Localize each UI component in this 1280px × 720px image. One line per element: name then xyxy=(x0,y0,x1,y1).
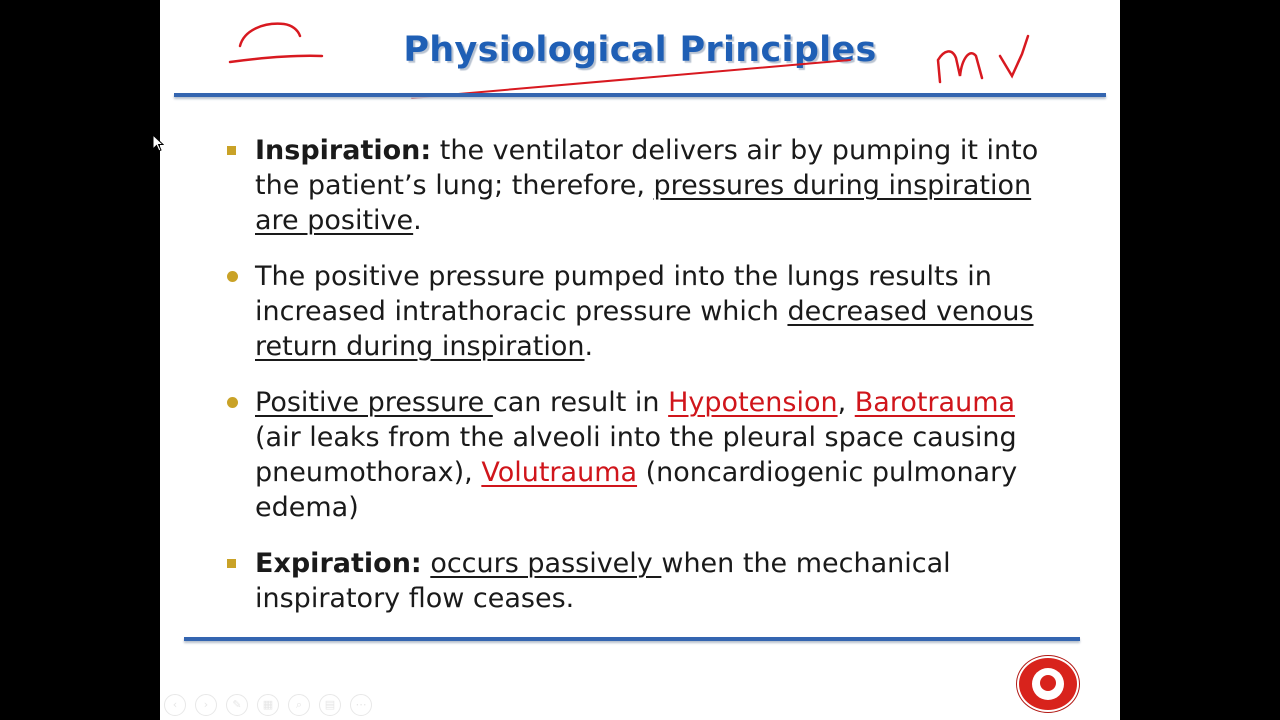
ink-letter-v xyxy=(1000,36,1028,76)
bullet-text: . xyxy=(413,205,422,236)
previous-icon[interactable]: ‹ xyxy=(164,694,186,716)
circle-bullet-icon xyxy=(227,271,238,282)
bullet-text: can result in xyxy=(492,387,669,418)
term-hypotension: Hypotension xyxy=(668,387,838,418)
logo-center xyxy=(1040,675,1056,691)
ink-curve xyxy=(240,24,300,46)
bullet-text: (noncardiogenic pulmonary edema) xyxy=(255,457,1018,523)
underlined-phrase: occurs passively xyxy=(430,548,662,579)
mouse-cursor-icon xyxy=(152,134,164,154)
square-bullet-icon xyxy=(227,559,236,568)
bullet-expiration xyxy=(255,546,1065,616)
subtitles-icon[interactable]: ▤ xyxy=(319,694,341,716)
pen-icon[interactable]: ✎ xyxy=(226,694,248,716)
zoom-icon[interactable]: ⌕ xyxy=(288,694,310,716)
term-inspiration: Inspiration: xyxy=(255,135,432,166)
university-logo-icon xyxy=(1017,656,1079,712)
underlined-phrase: pressures during inspiration are positive xyxy=(255,170,1032,236)
slides-icon[interactable]: ▦ xyxy=(257,694,279,716)
bullet-text: the ventilator delivers air by pumping it into the patient’s lung; therefore, xyxy=(255,135,1039,201)
term-expiration: Expiration: xyxy=(255,548,422,579)
logo-ring xyxy=(1032,668,1064,700)
bullet-text: when the mechanical inspiratory flow ceases. xyxy=(255,548,951,614)
square-bullet-icon xyxy=(227,146,236,155)
underlined-phrase: Positive pressure xyxy=(255,387,493,418)
ink-line xyxy=(230,56,322,62)
presentation-toolbar xyxy=(164,694,372,716)
bullet-text: . xyxy=(584,331,594,362)
ink-letter-m xyxy=(938,51,982,82)
term-volutrauma: Volutrauma xyxy=(481,457,638,488)
next-icon[interactable]: › xyxy=(195,694,217,716)
bullet-positive-pressure xyxy=(255,259,1065,364)
term-barotrauma: Barotrauma xyxy=(854,387,1016,418)
underlined-phrase: decreased venous return during inspiration xyxy=(255,296,1034,362)
more-icon[interactable]: ⋯ xyxy=(350,694,372,716)
slide xyxy=(160,0,1120,720)
bullet-complications xyxy=(255,385,1065,525)
bullet-text: The positive pressure pumped into the lungs results in increased intrathoracic pressure which xyxy=(255,261,992,327)
bullet-list xyxy=(255,133,1065,637)
circle-bullet-icon xyxy=(227,397,238,408)
footer-divider xyxy=(184,637,1080,641)
bullet-text: , xyxy=(837,387,855,418)
title-divider xyxy=(174,93,1106,97)
bullet-inspiration xyxy=(255,133,1065,238)
bullet-text: (air leaks from the alveoli into the pleural space causing pneumothorax), xyxy=(255,422,1017,488)
slide-title: Physiological Principles xyxy=(403,30,877,70)
